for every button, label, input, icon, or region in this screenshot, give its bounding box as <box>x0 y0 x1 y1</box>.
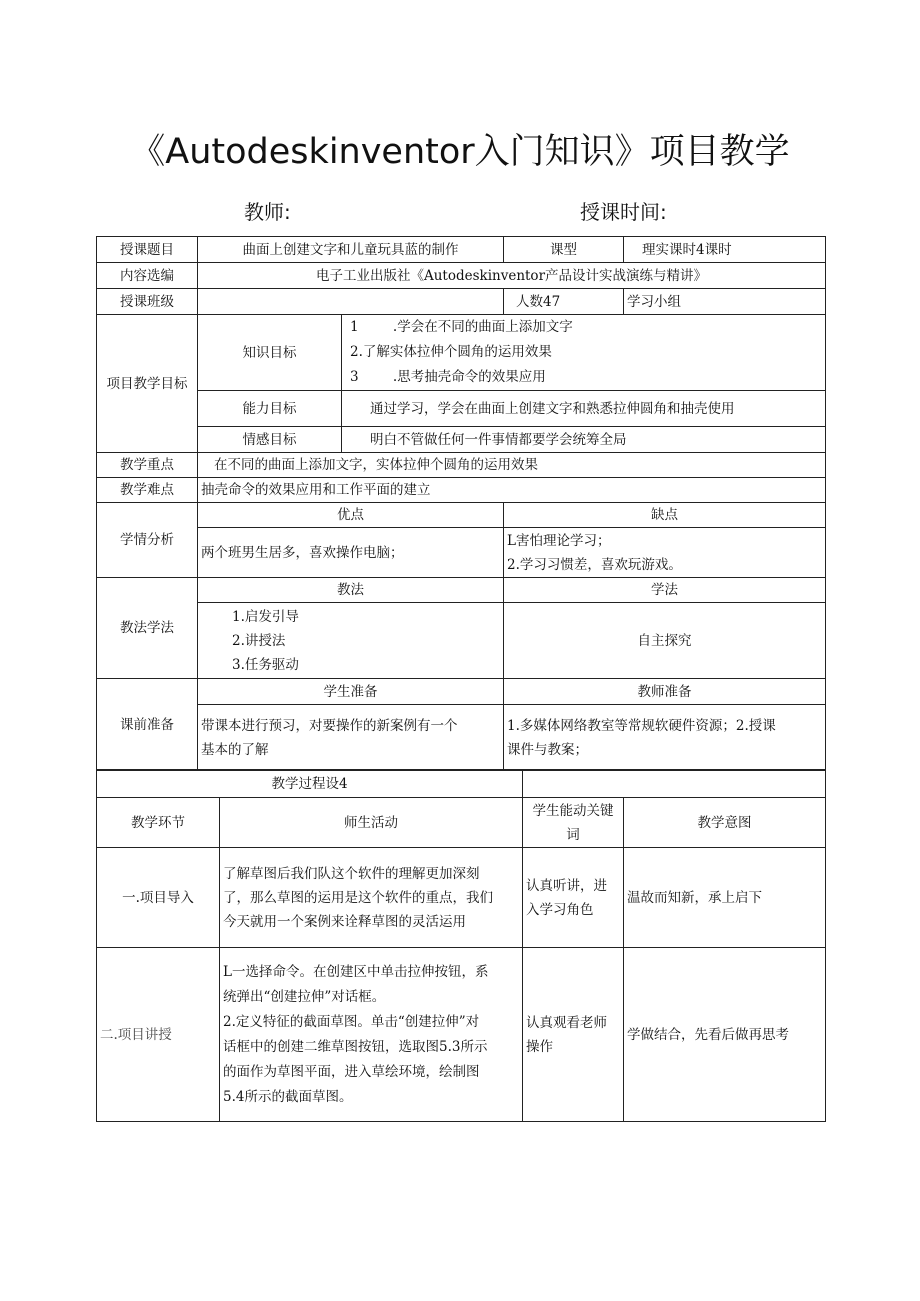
knowledge-item: 1 .学会在不同的曲面上添加文字 <box>350 319 573 335</box>
knowledge-items <box>342 315 826 391</box>
keywords-2 <box>523 948 624 1122</box>
difficulty-label: 教学难点 <box>97 478 198 503</box>
teacher-prep-label: 教师准备 <box>504 679 826 705</box>
learn-value: 自主探究 <box>504 603 826 679</box>
activity-line: 的面作为草图平面，进入草绘环境，绘制图 <box>223 1063 480 1080</box>
col-stage: 教学环节 <box>97 798 220 848</box>
teach-items <box>198 603 504 679</box>
process-title-blank <box>523 770 826 798</box>
analysis-label: 学情分析 <box>97 503 198 578</box>
keywords-line: 操作 <box>526 1038 553 1055</box>
col-intent: 教学意图 <box>624 798 826 848</box>
cons-items <box>504 528 826 578</box>
teach-item: 3.任务驱动 <box>232 656 299 673</box>
activity-line: 了，那么草图的运用是这个软件的重点，我们 <box>223 889 493 906</box>
cons-item: 2.学习习惯差，喜欢玩游戏。 <box>507 556 682 573</box>
focus-label: 教学重点 <box>97 453 198 478</box>
teaching-process-table <box>96 769 826 1122</box>
pros-value: 两个班男生居多，喜欢操作电脑； <box>198 528 504 578</box>
intent-1: 温故而知新，承上启下 <box>624 848 826 948</box>
count-label: 人数47 <box>504 289 624 315</box>
teach-item: 2.讲授法 <box>232 632 286 649</box>
cons-item: L害怕理论学习； <box>507 532 611 549</box>
emotion-label: 情感目标 <box>198 427 342 453</box>
prep-label: 课前准备 <box>97 679 198 771</box>
stage-2: 二.项目讲授 <box>97 948 220 1122</box>
goals-label: 项目教学目标 <box>97 315 198 453</box>
teacher-prep-item: 1.多媒体网络教室等常规软硬件资源；2.授课 <box>507 717 776 734</box>
activity-line: L一选择命令。在创建区中单击拉伸按钮，系 <box>223 963 489 980</box>
emotion-value: 明白不管做任何一件事情都要学会统筹全局 <box>342 427 826 453</box>
methods-label: 教法学法 <box>97 578 198 679</box>
class-label: 授课班级 <box>97 289 198 315</box>
activity-line: 了解草图后我们队这个软件的理解更加深刻 <box>223 865 480 882</box>
stage-1: 一.项目导入 <box>97 848 220 948</box>
lesson-info-table <box>96 236 826 771</box>
class-value <box>198 289 504 315</box>
ability-label: 能力目标 <box>198 391 342 427</box>
type-label: 课型 <box>504 237 624 263</box>
knowledge-label: 知识目标 <box>198 315 342 391</box>
col-keywords <box>523 798 624 848</box>
col-keywords-line: 学生能动关键 <box>532 802 614 819</box>
teacher-label: 教师: <box>244 200 291 224</box>
cons-label: 缺点 <box>504 503 826 528</box>
process-title: 教学过程设4 <box>97 770 523 798</box>
topic-label: 授课题目 <box>97 237 198 263</box>
group-label: 学习小组 <box>624 289 826 315</box>
student-prep-item: 带课本进行预习，对要操作的新案例有一个 <box>201 717 458 734</box>
keywords-line: 认真观看老师 <box>526 1014 607 1031</box>
learn-label: 学法 <box>504 578 826 603</box>
activity-1 <box>220 848 523 948</box>
intent-2: 学做结合，先看后做再思考 <box>624 948 826 1122</box>
topic-value: 曲面上创建文字和儿童玩具蓝的制作 <box>198 237 504 263</box>
pros-label: 优点 <box>198 503 504 528</box>
student-prep-items <box>198 705 504 771</box>
student-prep-item: 基本的了解 <box>201 741 269 758</box>
time-label: 授课时间: <box>580 200 667 224</box>
col-keywords-line: 词 <box>566 826 580 843</box>
teach-label: 教法 <box>198 578 504 603</box>
ability-value: 通过学习，学会在曲面上创建文字和熟悉拉伸圆角和抽壳使用 <box>342 391 826 427</box>
activity-line: 5.4所示的截面草图。 <box>223 1088 353 1105</box>
type-value: 理实课时4课时 <box>624 237 826 263</box>
activity-line: 2.定义特征的截面草图。单击“创建拉伸”对 <box>223 1013 480 1030</box>
keywords-1 <box>523 848 624 948</box>
material-value: 电子工业出版社《Autodeskinventor产品设计实战演练与精讲》 <box>198 263 826 289</box>
activity-line: 今天就用一个案例来诠释草图的灵活运用 <box>223 913 466 930</box>
material-label: 内容选编 <box>97 263 198 289</box>
teacher-prep-items <box>504 705 826 771</box>
knowledge-item: 3 .思考抽壳命令的效果应用 <box>350 369 546 385</box>
teach-item: 1.启发引导 <box>232 608 299 625</box>
knowledge-item: 2.了解实体拉伸个圆角的运用效果 <box>350 344 552 360</box>
page-title: 《Autodeskinventor入门知识》项目教学 <box>130 132 790 172</box>
activity-line: 统弹出“创建拉伸”对话框。 <box>223 988 386 1005</box>
activity-2 <box>220 948 523 1122</box>
keywords-line: 认真听讲，进 <box>526 877 607 894</box>
activity-line: 话框中的创建二维草图按钮，选取图5.3所示 <box>223 1038 488 1055</box>
focus-value: 在不同的曲面上添加文字，实体拉伸个圆角的运用效果 <box>198 453 826 478</box>
col-activity: 师生活动 <box>220 798 523 848</box>
difficulty-value: 抽壳命令的效果应用和工作平面的建立 <box>198 478 826 503</box>
teacher-prep-item: 课件与教案； <box>507 741 588 758</box>
student-prep-label: 学生准备 <box>198 679 504 705</box>
keywords-line: 入学习角色 <box>526 901 594 918</box>
